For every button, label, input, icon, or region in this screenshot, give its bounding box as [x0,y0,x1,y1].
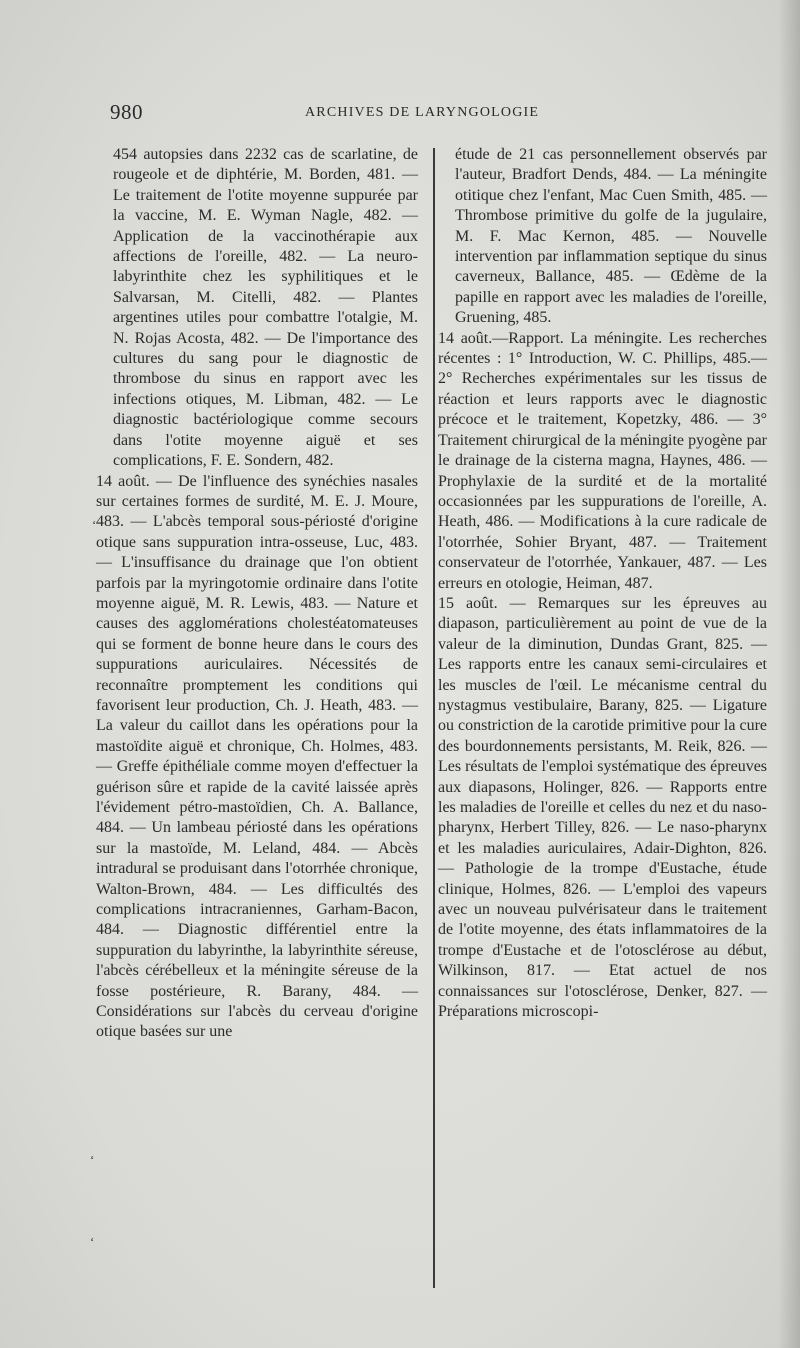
paragraph: 14 août.—Rapport. La méningite. Les recherches récentes : 1° Introduction, W. C. Phillips, 485.— 2° Recherches expérimentales sur les tissus de réaction et leurs rapports avec le diagnostic précoce et le traitement, Kopetzky, 486. — 3° Traitement chirurgical de la méningite pyogène par le drainage de la cisterna magna, Haynes, 486. — Prophylaxie de la surdité et de la mortalité occasionnées par les suppurations de l'oreille, A. Heath, 486. — Modifications à la cure radicale de l'otorrhée, Sohier Bryant, 487. — Traitement conservateur de l'otorrhée, Yankauer, 487. — Les erreurs en otologie, Heiman, 487. [438,329,767,592]
running-title: ARCHIVES DE LARYNGOLOGIE [305,105,540,120]
column-divider [433,148,435,1288]
left-column [96,145,418,1043]
right-column [438,145,768,1022]
paragraph: 14 août. — De l'influence des synéchies nasales sur certaines formes de surdité, M. E. J. Moure, 483. — L'abcès temporal sous-périosté d'origine otique sans suppuration intra-osseuse, Luc, 483. — L'insuffisance du drainage que l'on obtient parfois par la myringotomie ordinaire dans l'otite moyenne aiguë, M. R. Lewis, 483. — Nature et causes des agglomérations cholestéatomateuses qui se forment de bonne heure dans le cours des suppurations auriculaires. Nécessités de reconnaître promptement les conditions qui favorisent leur production, Ch. J. Heath, 483. — La valeur du caillot dans les opérations pour la mastoïdite aiguë et chronique, Ch. Holmes, 483. — Greffe épithéliale comme moyen d'effectuer la guérison sûre et rapide de la cavité laissée après l'évidement pétro-mastoïdien, Ch. A. Ballance, 484. — Un lambeau périosté dans les opérations sur la mastoïde, M. Leland, 484. — Abcès intradural se produisant dans l'otorrhée chronique, Walton-Brown, 484. — Les difficultés des complications intracraniennes, Garham-Bacon, 484. — Diagnostic différentiel entre la suppuration du labyrinthe, la labyrinthite séreuse, l'abcès cérébelleux et la méningite séreuse de la fosse postérieure, R. Barany, 484. — Considérations sur l'abcès du cerveau d'origine otique basées sur une [96,472,418,1041]
page-number: 980 [110,100,143,124]
paragraph: 454 autopsies dans 2232 cas de scarlatine, de rougeole et de diphtérie, M. Borden, 481. — Le traitement de l'otite moyenne suppurée par la vaccine, M. E. Wyman Nagle, 482. — Application de la vaccinothérapie aux affections de l'oreille, 482. — La neuro-labyrinthite chez les syphilitiques et le Salvarsan, M. Citelli, 482. — Plantes argentines utiles pour combattre l'otalgie, M. N. Rojas Acosta, 482. — De l'importance des cultures du sang pour le diagnostic de thrombose du sinus en rapport avec les infections otiques, M. Libman, 482. — Le diagnostic bactériologique comme secours dans l'otite moyenne aiguë et ses complications, F. E. Sondern, 482. [113,146,418,470]
margin-mark: ‘ [92,517,97,532]
margin-mark: ‘ [90,1152,95,1167]
margin-mark: ‘ [90,1234,95,1249]
page-edge-shadow [778,0,800,1348]
page-header [110,100,770,126]
paragraph: étude de 21 cas personnellement observés par l'auteur, Bradfort Dends, 484. — La méningite otitique chez l'enfant, Mac Cuen Smith, 485. — Thrombose primitive du golfe de la jugulaire, M. F. Mac Kernon, 485. — Nouvelle intervention par inflammation septique du sinus caverneux, Ballance, 485. — Œdème de la papille en rapport avec les maladies de l'oreille, Gruening, 485. [455,146,767,327]
paragraph: 15 août. — Remarques sur les épreuves au diapason, particulièrement au point de vue de la valeur de la diminution, Dundas Grant, 825. — Les rapports entre les canaux semi-circulaires et les muscles de l'œil. Le mécanisme central du nystagmus vestibulaire, Barany, 825. — Ligature ou constriction de la carotide primitive pour la cure des bourdonnements persistants, M. Reik, 826. — Les résultats de l'emploi systématique des épreuves aux diapasons, Holinger, 826. — Rapports entre les maladies de l'oreille et celles du nez et du naso-pharynx, Herbert Tilley, 826. — Le naso-pharynx et les maladies auriculaires, Adair-Dighton, 826. — Pathologie de la trompe d'Eustache, étude clinique, Holmes, 826. — L'emploi des vapeurs avec un nouveau pulvérisateur dans le traitement de l'otite moyenne, des états inflammatoires de la trompe d'Eustache et de l'otosclérose au début, Wilkinson, 817. — Etat actuel de nos connaissances sur l'otosclérose, Denker, 827. — Préparations microscopi- [438,594,768,1021]
